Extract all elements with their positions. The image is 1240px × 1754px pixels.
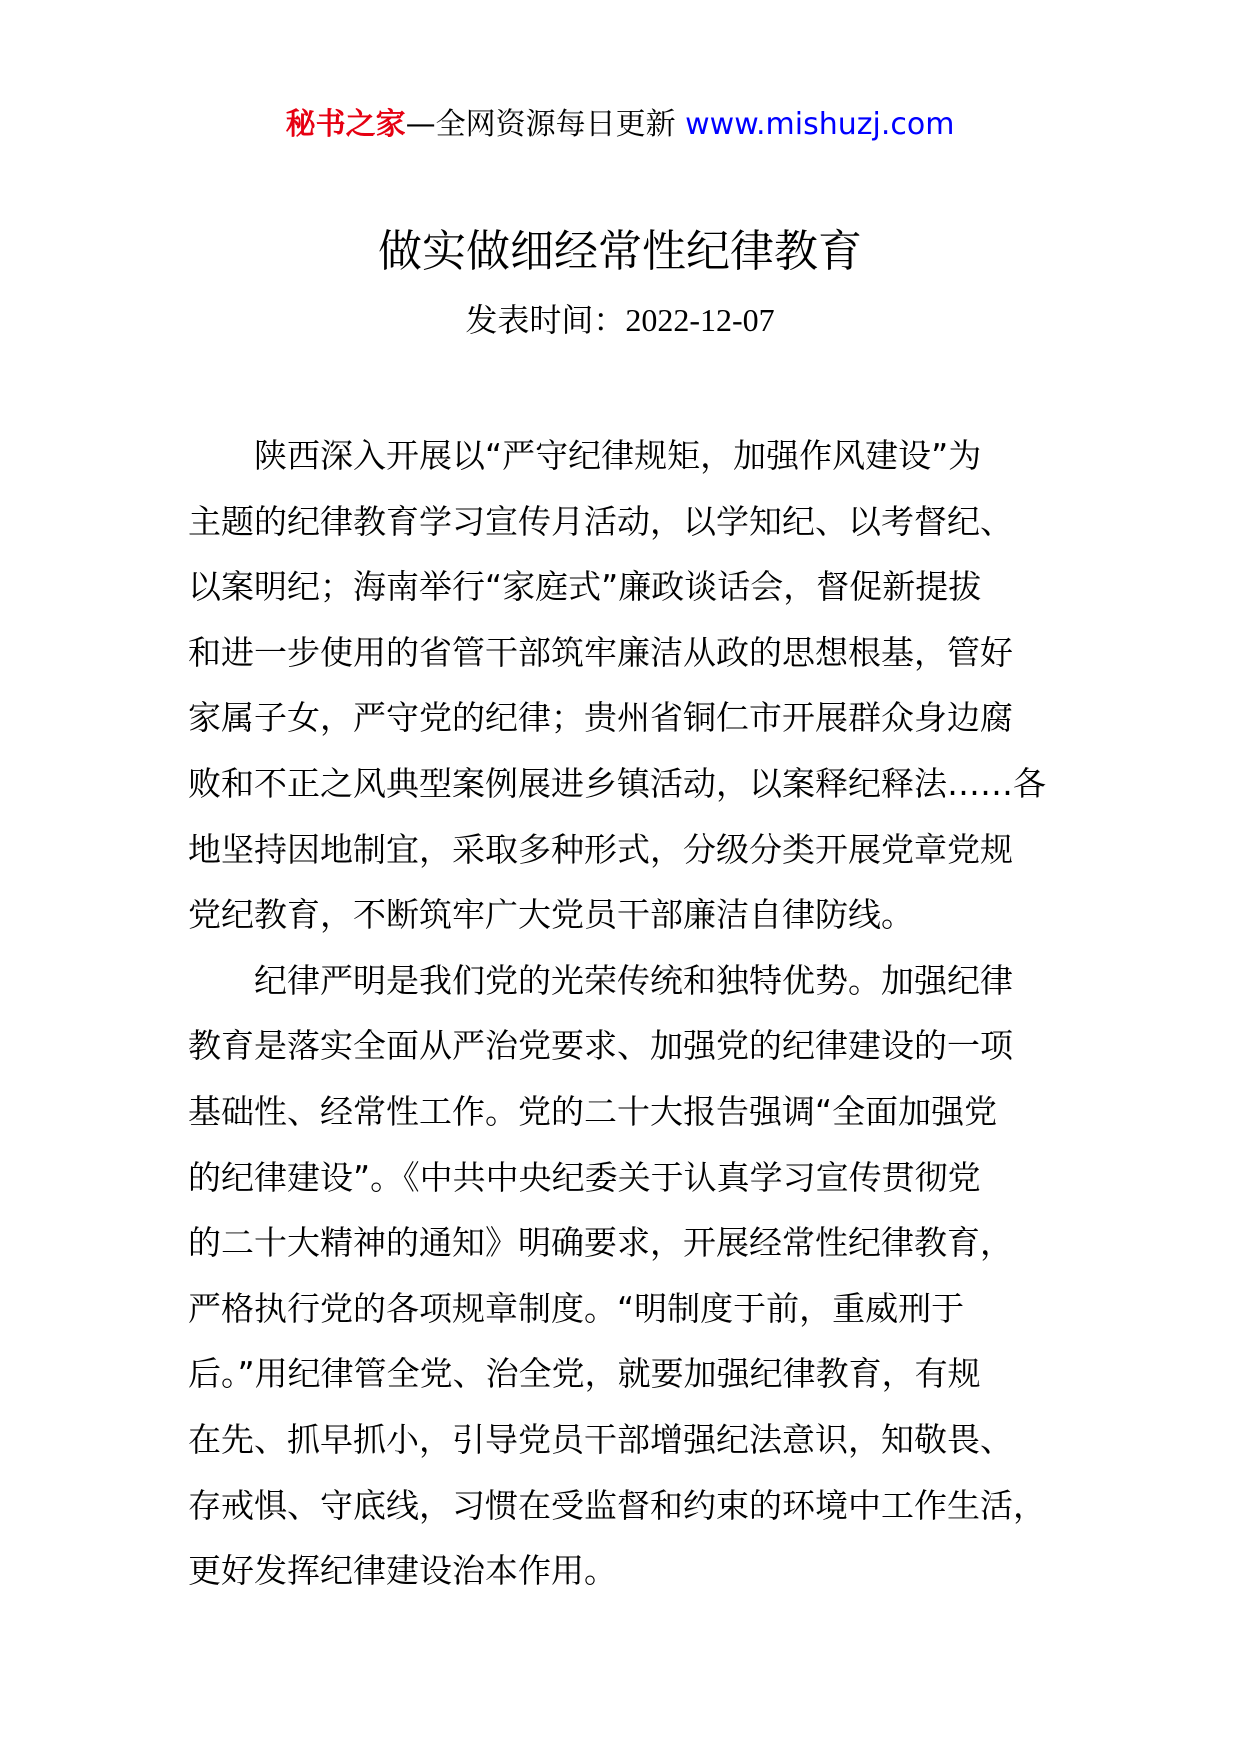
publish-info xyxy=(0,298,1240,342)
paragraph-line: 以案明纪；海南举行“家庭式”廉政谈话会，督促新提拔 xyxy=(188,567,982,607)
article-body xyxy=(188,423,1046,1604)
paragraph-line: 的纪律建设”。《中共中央纪委关于认真学习宣传贯彻党 xyxy=(188,1157,981,1197)
site-header xyxy=(0,103,1240,147)
paragraph-line: 后。”用纪律管全党、治全党，就要加强纪律教育，有规 xyxy=(188,1354,981,1394)
paragraph-line: 更好发挥纪律建设治本作用。 xyxy=(188,1551,617,1591)
site-brand: 秘书之家 xyxy=(285,107,406,142)
paragraph-line: 陕西深入开展以“严守纪律规矩，加强作风建设”为 xyxy=(188,436,982,475)
paragraph-line: 党纪教育，不断筑牢广大党员干部廉洁自律防线。 xyxy=(188,895,914,935)
paragraph-line: 地坚持因地制宜，采取多种形式，分级分类开展党章党规 xyxy=(188,829,1013,869)
paragraph-line: 基础性、经常性工作。党的二十大报告强调“全面加强党 xyxy=(188,1091,998,1131)
site-tagline: —全网资源每日更新 xyxy=(405,107,676,142)
paragraph-line: 主题的纪律教育学习宣传月活动，以学知纪、以考督纪、 xyxy=(188,501,1013,541)
paragraph-line: 严格执行党的各项规章制度。“明制度于前，重威刑于 xyxy=(188,1288,965,1328)
publish-date: 2022-12-07 xyxy=(625,302,775,338)
paragraph-line: 在先、抓早抓小，引导党员干部增强纪法意识，知敬畏、 xyxy=(188,1419,1013,1459)
paragraph-line: 家属子女，严守党的纪律；贵州省铜仁市开展群众身边腐 xyxy=(188,698,1013,738)
paragraph-line: 的二十大精神的通知》明确要求，开展经常性纪律教育， xyxy=(188,1223,1013,1263)
paragraph-line: 和进一步使用的省管干部筑牢廉洁从政的思想根基，管好 xyxy=(188,632,1013,672)
paragraph-2 xyxy=(188,948,1046,1604)
paragraph-line: 败和不正之风典型案例展进乡镇活动，以案释纪释法……各 xyxy=(188,763,1046,803)
paragraph-line: 教育是落实全面从严治党要求、加强党的纪律建设的一项 xyxy=(188,1026,1013,1066)
site-url-link[interactable]: www.mishuzj.com xyxy=(685,107,955,142)
publish-label: 发表时间： xyxy=(465,301,626,339)
paragraph-line: 存戒惧、守底线，习惯在受监督和约束的环境中工作生活， xyxy=(188,1485,1046,1525)
paragraph-1 xyxy=(188,423,1046,948)
document-title: 做实做细经常性纪律教育 xyxy=(378,226,862,277)
paragraph-line: 纪律严明是我们党的光荣传统和独特优势。加强纪律 xyxy=(188,960,1013,1000)
